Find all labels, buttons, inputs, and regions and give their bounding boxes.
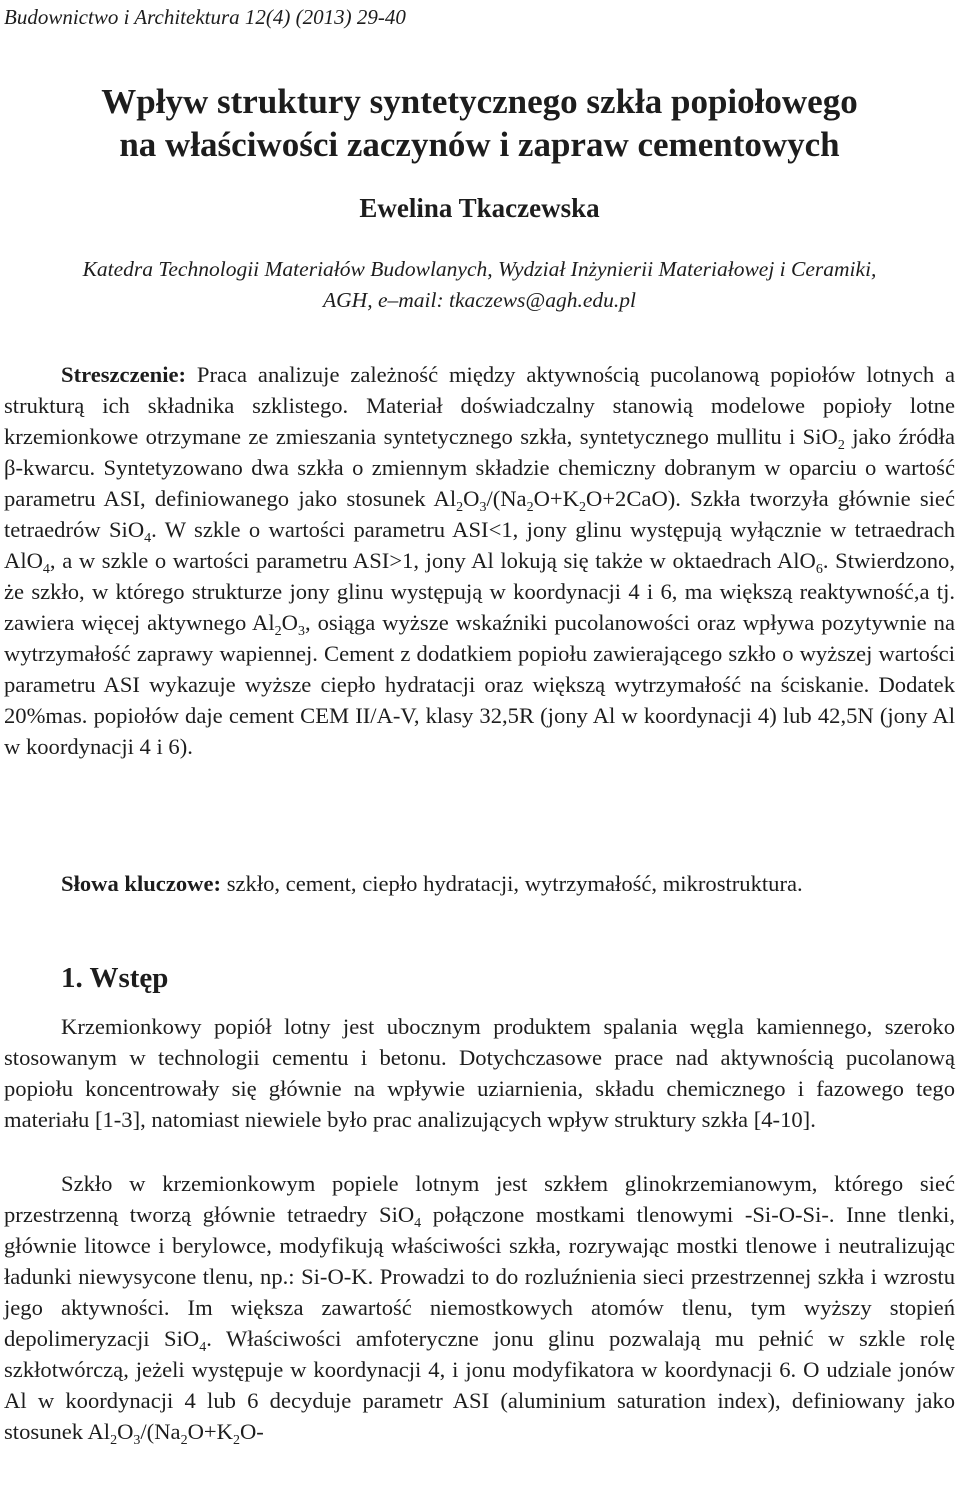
keywords-text: szkło, cement, ciepło hydratacji, wytrzymałość, mikrostruktura. <box>221 871 803 896</box>
keywords <box>4 868 955 899</box>
affiliation-line-1: Katedra Technologii Materiałów Budowlanych, Wydział Inżynierii Materiałowej i Ceramiki, <box>82 257 877 281</box>
abstract-label: Streszczenie: <box>61 362 187 387</box>
body-paragraph-1: Krzemionkowy popiół lotny jest ubocznym produktem spalania węgla kamiennego, szeroko stosowanym w technologii cementu i betonu. Dotychczasowe prace nad aktywnością pucolanową popiołu koncentrowały się głównie na wpływie uziarnienia, składu chemicznego i fazowego tego materiału [1-3], natomiast niewiele było prac analizujących wpływ struktury szkła [4-10]. <box>4 1014 955 1132</box>
title-line-1: Wpływ struktury syntetycznego szkła popiołowego <box>101 82 858 121</box>
body-paragraph-2: Szkło w krzemionkowym popiele lotnym jest szkłem glinokrzemianowym, którego sieć przestrzenną tworzą głównie tetraedry SiO$_4$ połączone mostkami tlenowymi -Si-O-Si-. Inne tlenki, głównie litowce i berylowce, modyfikują właściwości szkła, rozrywając mostki tlenowe i neutralizując ładunki niewysycone tlenu, np.: Si-O-K. Prowadzi to do rozluźnienia sieci przestrzennej szkła i wzrostu jego aktywności. Im większa zawartość niemostkowych atomów tlenu, tym wyższy stopień depolimeryzacji SiO$_4$. Właściwości amfoteryczne jonu glinu pozwalają mu pełnić w szkle rolę szkłotwórczą, jeżeli występuje w koordynacji 4, i jonu modyfikatora w koordynacji 6. O udziale jonów Al w koordynacji 4 lub 6 decyduje parametr ASI (aluminium saturation index), definiowany jako stosunek $Al_2O_3/(Na_2O+K_2O-$ <box>4 1171 955 1448</box>
affiliation <box>4 254 955 316</box>
title-line-2: na właściwości zaczynów i zapraw cementowych <box>119 125 840 164</box>
abstract: Streszczenie: Praca analizuje zależność między aktywnością pucolanową popiołów lotnych a strukturą ich składnika szklistego. Materiał doświadczalny stanowią modelowe popioły lotne krzemionkowe otrzymane ze zmieszania syntetycznego szkła, syntetycznego mullitu i SiO$_2$ jako źródła β-kwarcu. Syntetyzowano dwa szkła o zmiennym składzie chemiczny dobranym w oparciu o wartość parametru ASI, definiowanego jako stosunek $Al_2O_3/(Na_2O+K_2O+2CaO)$. Szkła tworzyła głównie sieć tetraedrów SiO$_4$. W szkle o wartości parametru ASI<1, jony glinu występują wyłącznie w tetraedrach AlO$_4$, a w szkle o wartości parametru ASI>1, jony Al lokują się także w oktaedrach AlO$_6$. Stwierdzono, że szkło, w którego strukturze jony glinu występują w koordynacji 4 i 6, ma większą reaktywność,a tj. zawiera więcej aktywnego $Al_2O_3$, osiąga wyższe wskaźniki pucolanowości oraz wpływa pozytywnie na wytrzymałość zaprawy wapiennej. Cement z dodatkiem popiołu zawierającego szkło o wyższej wartości parametru ASI wykazuje wyższe ciepło hydratacji oraz większą wytrzymałość na ściskanie. Dodatek 20%mas. popiołów daje cement CEM II/A-V, klasy 32,5R (jony Al w koordynacji 4) lub 42,5N (jony Al w koordynacji 4 i 6). <box>4 362 956 759</box>
author-name: Ewelina Tkaczewska <box>359 193 600 223</box>
journal-citation: Budownictwo i Architektura 12(4) (2013) 29-40 <box>4 5 406 29</box>
paper-title <box>4 80 955 166</box>
keywords-label: Słowa kluczowe: <box>61 871 222 896</box>
affiliation-line-2: AGH, e–mail: tkaczews@agh.edu.pl <box>323 288 636 312</box>
section-heading: 1. Wstęp <box>61 962 169 994</box>
